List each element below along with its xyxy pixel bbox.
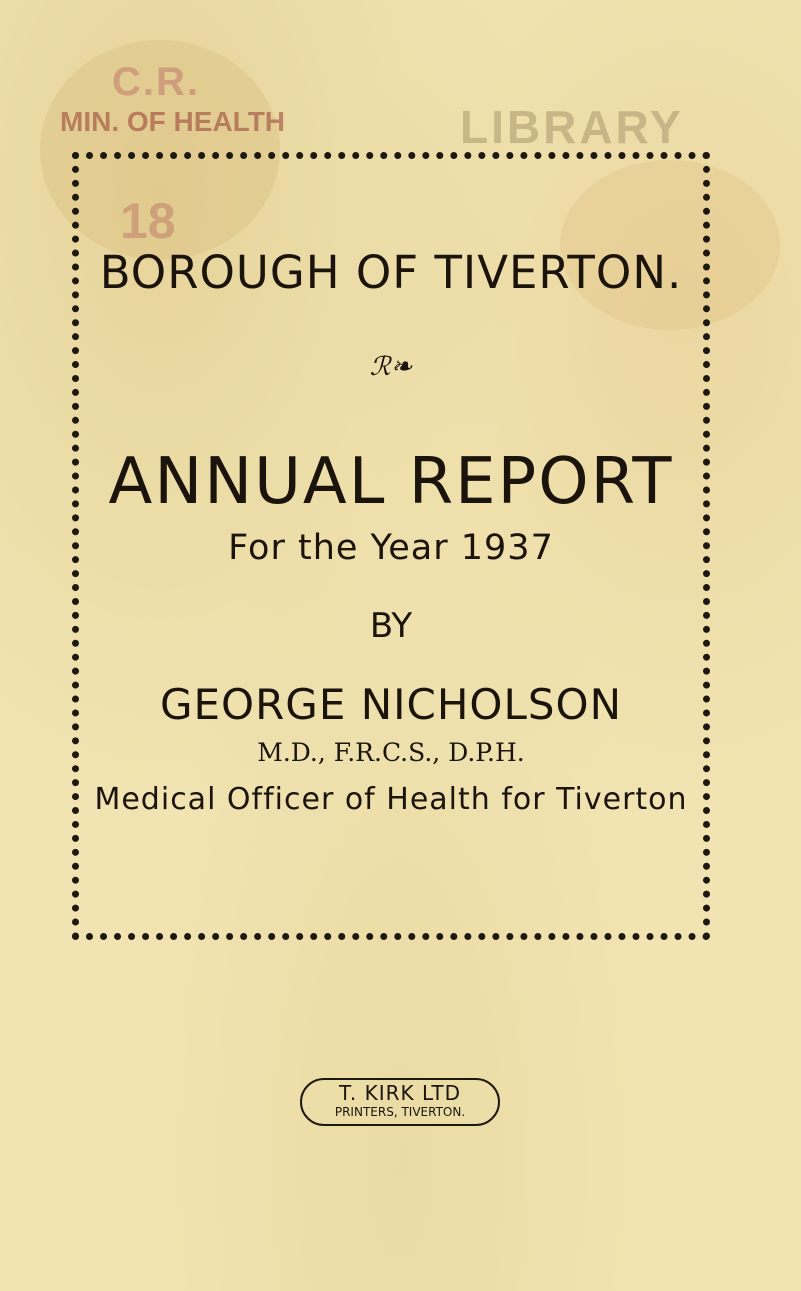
ministry-stamp: MIN. OF HEALTH (60, 106, 286, 137)
ministry-initials-stamp: C.R. (112, 60, 200, 104)
number-stamp: 18 (120, 193, 176, 249)
library-stamp: LIBRARY (460, 101, 684, 153)
report-heading: ANNUAL REPORT (108, 445, 674, 519)
by-label: BY (369, 606, 413, 646)
ornament-flourish: ℛ❧ (369, 352, 413, 382)
printer-place: PRINTERS, TIVERTON. (334, 1105, 466, 1119)
author-name: GEORGE NICHOLSON (159, 680, 623, 729)
report-year: For the Year 1937 (228, 528, 554, 568)
borough-title: BOROUGH OF TIVERTON. (99, 246, 683, 299)
author-role: Medical Officer of Health for Tiverton (94, 782, 688, 817)
printer-mark (300, 1078, 500, 1126)
author-degrees: M.D., F.R.C.S., D.P.H. (257, 738, 525, 767)
printer-name: T. KIRK LTD (339, 1081, 461, 1105)
